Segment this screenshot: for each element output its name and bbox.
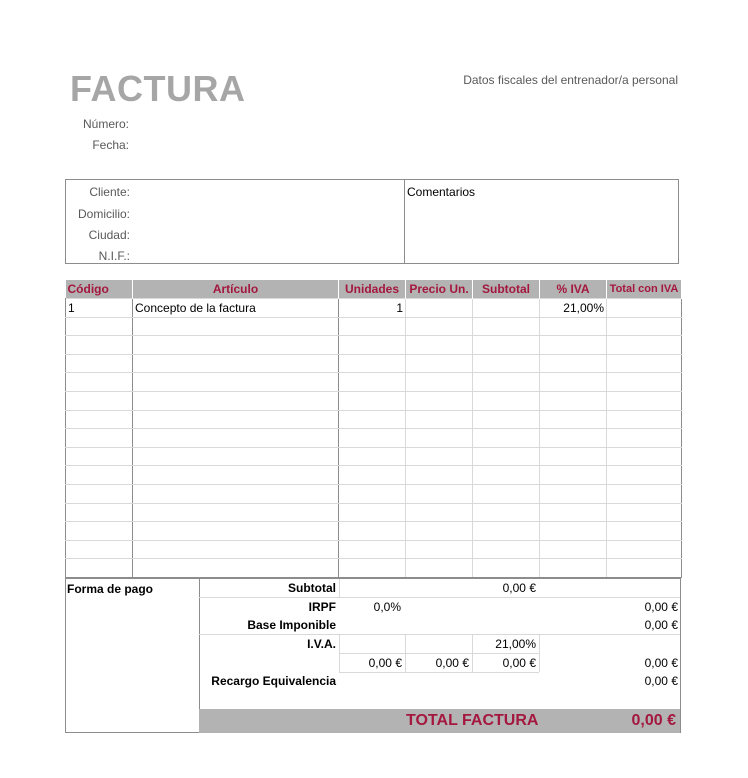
table-cell (133, 466, 339, 485)
table-cell (66, 317, 133, 336)
irpf-percentage: 0,0% (373, 600, 401, 614)
table-cell (540, 410, 607, 429)
iva-base-1: 0,00 € (368, 656, 402, 670)
table-cell (473, 317, 540, 336)
table-cell (133, 391, 339, 410)
table-cell (607, 299, 682, 318)
table-cell (540, 354, 607, 373)
table-cell (339, 429, 406, 448)
table-row (66, 484, 682, 503)
table-cell (66, 336, 133, 355)
table-cell (607, 317, 682, 336)
table-cell (607, 522, 682, 541)
table-cell (406, 317, 473, 336)
totals-line (339, 653, 539, 654)
table-row (66, 373, 682, 392)
table-cell (473, 429, 540, 448)
table-cell (473, 410, 540, 429)
table-cell (540, 466, 607, 485)
col-header-total-iva: Total con IVA (607, 280, 682, 299)
totals-block (65, 578, 681, 733)
table-cell (540, 429, 607, 448)
date-label: Fecha: (92, 138, 129, 152)
table-cell (66, 429, 133, 448)
table-cell (540, 484, 607, 503)
items-header-row (66, 280, 682, 299)
table-cell (607, 503, 682, 522)
table-cell (406, 503, 473, 522)
table-cell (133, 373, 339, 392)
table-cell (66, 410, 133, 429)
table-cell (339, 391, 406, 410)
total-value: 0,00 € (631, 712, 676, 729)
table-cell (406, 466, 473, 485)
table-cell (133, 447, 339, 466)
table-cell (607, 466, 682, 485)
table-cell (406, 373, 473, 392)
table-cell (540, 317, 607, 336)
table-cell (607, 429, 682, 448)
totals-line (199, 634, 680, 635)
col-header-article: Artículo (133, 280, 339, 299)
table-cell (339, 447, 406, 466)
table-cell (607, 336, 682, 355)
table-cell (473, 391, 540, 410)
col-header-code: Código (66, 280, 133, 299)
payment-method-label: Forma de pago (67, 582, 154, 596)
table-cell (406, 410, 473, 429)
table-cell (406, 336, 473, 355)
table-cell (66, 466, 133, 485)
surcharge-label: Recargo Equivalencia (211, 674, 336, 688)
table-row (66, 429, 682, 448)
table-cell (66, 354, 133, 373)
table-cell (133, 559, 339, 578)
table-cell (339, 522, 406, 541)
comments-label: Comentarios (407, 185, 476, 199)
table-row (66, 540, 682, 559)
table-cell (473, 354, 540, 373)
table-cell (339, 354, 406, 373)
col-header-unit-price: Precio Un. (406, 280, 473, 299)
table-cell (406, 522, 473, 541)
table-cell (133, 484, 339, 503)
iva-base-2: 0,00 € (435, 656, 469, 670)
iva-label: I.V.A. (307, 637, 336, 651)
totals-line (339, 579, 340, 597)
col-header-iva-pct: % IVA (540, 280, 607, 299)
table-cell (339, 410, 406, 429)
table-cell (406, 391, 473, 410)
table-row (66, 354, 682, 373)
items-table (65, 280, 682, 578)
subtotal-value: 0,00 € (502, 581, 536, 595)
table-row (66, 466, 682, 485)
table-cell (540, 447, 607, 466)
col-header-units: Unidades (339, 280, 406, 299)
table-cell (406, 484, 473, 503)
table-cell (473, 373, 540, 392)
table-row (66, 559, 682, 578)
table-cell (540, 391, 607, 410)
invoice-title: FACTURA (70, 68, 246, 109)
table-cell (473, 447, 540, 466)
table-cell (473, 466, 540, 485)
nif-label: N.I.F.: (98, 249, 130, 263)
table-cell (339, 503, 406, 522)
table-cell (406, 559, 473, 578)
number-label: Número: (82, 117, 129, 131)
table-cell (473, 559, 540, 578)
table-cell (133, 503, 339, 522)
table-cell (339, 559, 406, 578)
table-cell (406, 354, 473, 373)
table-cell (133, 540, 339, 559)
table-cell (607, 373, 682, 392)
irpf-label: IRPF (308, 600, 336, 614)
table-cell (406, 540, 473, 559)
fiscal-data-text: Datos fiscales del entrenador/a personal (463, 73, 678, 87)
table-cell (607, 559, 682, 578)
table-cell (540, 559, 607, 578)
table-cell (540, 373, 607, 392)
table-cell (406, 299, 473, 318)
address-label: Domicilio: (77, 207, 130, 221)
table-cell (133, 429, 339, 448)
table-cell (540, 503, 607, 522)
totals-line (539, 634, 540, 672)
table-cell (406, 447, 473, 466)
table-cell: 1 (66, 299, 133, 318)
taxable-base-value: 0,00 € (644, 618, 678, 632)
table-cell (133, 354, 339, 373)
surcharge-value: 0,00 € (644, 674, 678, 688)
total-bar (199, 709, 680, 733)
table-cell (473, 484, 540, 503)
table-cell: 1 (339, 299, 406, 318)
table-cell (473, 503, 540, 522)
irpf-value: 0,00 € (644, 600, 678, 614)
table-cell (540, 336, 607, 355)
client-info-box (65, 179, 679, 264)
table-cell (607, 410, 682, 429)
table-row (66, 391, 682, 410)
table-cell (339, 540, 406, 559)
table-cell (339, 317, 406, 336)
iva-value: 0,00 € (644, 656, 678, 670)
iva-percentage: 21,00% (495, 637, 536, 651)
table-cell (473, 522, 540, 541)
totals-line (339, 672, 539, 673)
table-cell (66, 522, 133, 541)
table-cell (133, 336, 339, 355)
table-cell (607, 354, 682, 373)
subtotal-label: Subtotal (288, 581, 336, 595)
table-cell (607, 484, 682, 503)
table-cell (607, 391, 682, 410)
table-cell (133, 317, 339, 336)
client-box-divider (404, 180, 405, 263)
table-cell (339, 466, 406, 485)
table-cell: Concepto de la factura (133, 299, 339, 318)
client-label: Cliente: (89, 185, 130, 199)
table-cell: 21,00% (540, 299, 607, 318)
table-cell (66, 373, 133, 392)
table-row (66, 299, 682, 318)
table-cell (540, 540, 607, 559)
table-cell (607, 447, 682, 466)
table-cell (473, 540, 540, 559)
table-cell (339, 484, 406, 503)
table-cell (133, 410, 339, 429)
table-cell (339, 336, 406, 355)
table-cell (66, 559, 133, 578)
table-row (66, 336, 682, 355)
table-cell (540, 522, 607, 541)
table-cell (473, 336, 540, 355)
table-cell (607, 540, 682, 559)
table-cell (66, 447, 133, 466)
table-cell (473, 299, 540, 318)
totals-line (199, 597, 680, 598)
table-cell (133, 522, 339, 541)
table-cell (66, 503, 133, 522)
total-label: TOTAL FACTURA (406, 712, 539, 729)
city-label: Ciudad: (88, 228, 130, 242)
taxable-base-label: Base Imponible (247, 618, 336, 632)
table-cell (66, 484, 133, 503)
table-cell (339, 373, 406, 392)
table-cell (66, 391, 133, 410)
col-header-subtotal: Subtotal (473, 280, 540, 299)
table-row (66, 522, 682, 541)
table-row (66, 410, 682, 429)
table-row (66, 317, 682, 336)
table-row (66, 447, 682, 466)
table-cell (66, 540, 133, 559)
iva-base-3: 0,00 € (502, 656, 536, 670)
table-cell (406, 429, 473, 448)
table-row (66, 503, 682, 522)
